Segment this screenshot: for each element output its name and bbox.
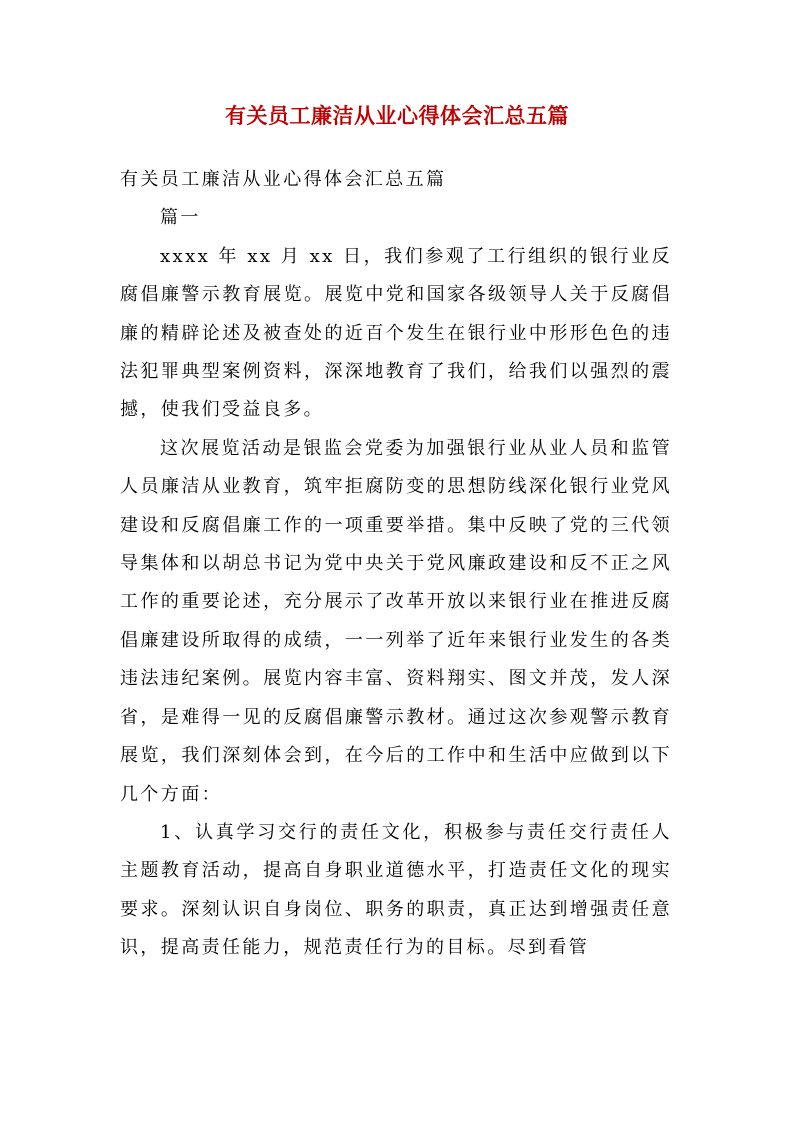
paragraph-3: 1、认真学习交行的责任文化，积极参与责任交行责任人主题教育活动，提高自身职业道德水平，打造责任文化的现实要求。深刻认识自身岗位、职务的职责，真正达到增强责任意识，提高责任能力，规范责任行为的目标。尽到看管 xyxy=(120,821,672,959)
paragraph-1: xxxx 年 xx 月 xx 日，我们参观了工行组织的银行业反腐倡廉警示教育展览。展览中党和国家各级领导人关于反腐倡廉的精辟论述及被查处的近百个发生在银行业中形形色色的违法犯罪典型案例资料，深深地教育了我们，给我们以强烈的震撼，使我们受益良多。 xyxy=(120,245,672,421)
section-heading: 篇一 xyxy=(160,207,201,229)
document-title: 有关员工廉洁从业心得体会汇总五篇 xyxy=(225,103,569,128)
paragraph-2: 这次展览活动是银监会党委为加强银行业从业人员和监管人员廉洁从业教育，筑牢拒腐防变的思想防线深化银行业党风建设和反腐倡廉工作的一项重要举措。集中反映了党的三代领导集体和以胡总书记为党中央关于党风廉政建设和反不正之风工作的重要论述，充分展示了改革开放以来银行业在推进反腐倡廉建设所取得的成绩，一一列举了近年来银行业发生的各类违法违纪案例。展览内容丰富、资料翔实、图文并茂，发人深省，是难得一见的反腐倡廉警示教材。通过这次参观警示教育展览，我们深刻体会到，在今后的工作中和生活中应做到以下几个方面： xyxy=(120,437,672,805)
document-subtitle: 有关员工廉洁从业心得体会汇总五篇 xyxy=(120,169,447,190)
document-body xyxy=(120,161,672,968)
